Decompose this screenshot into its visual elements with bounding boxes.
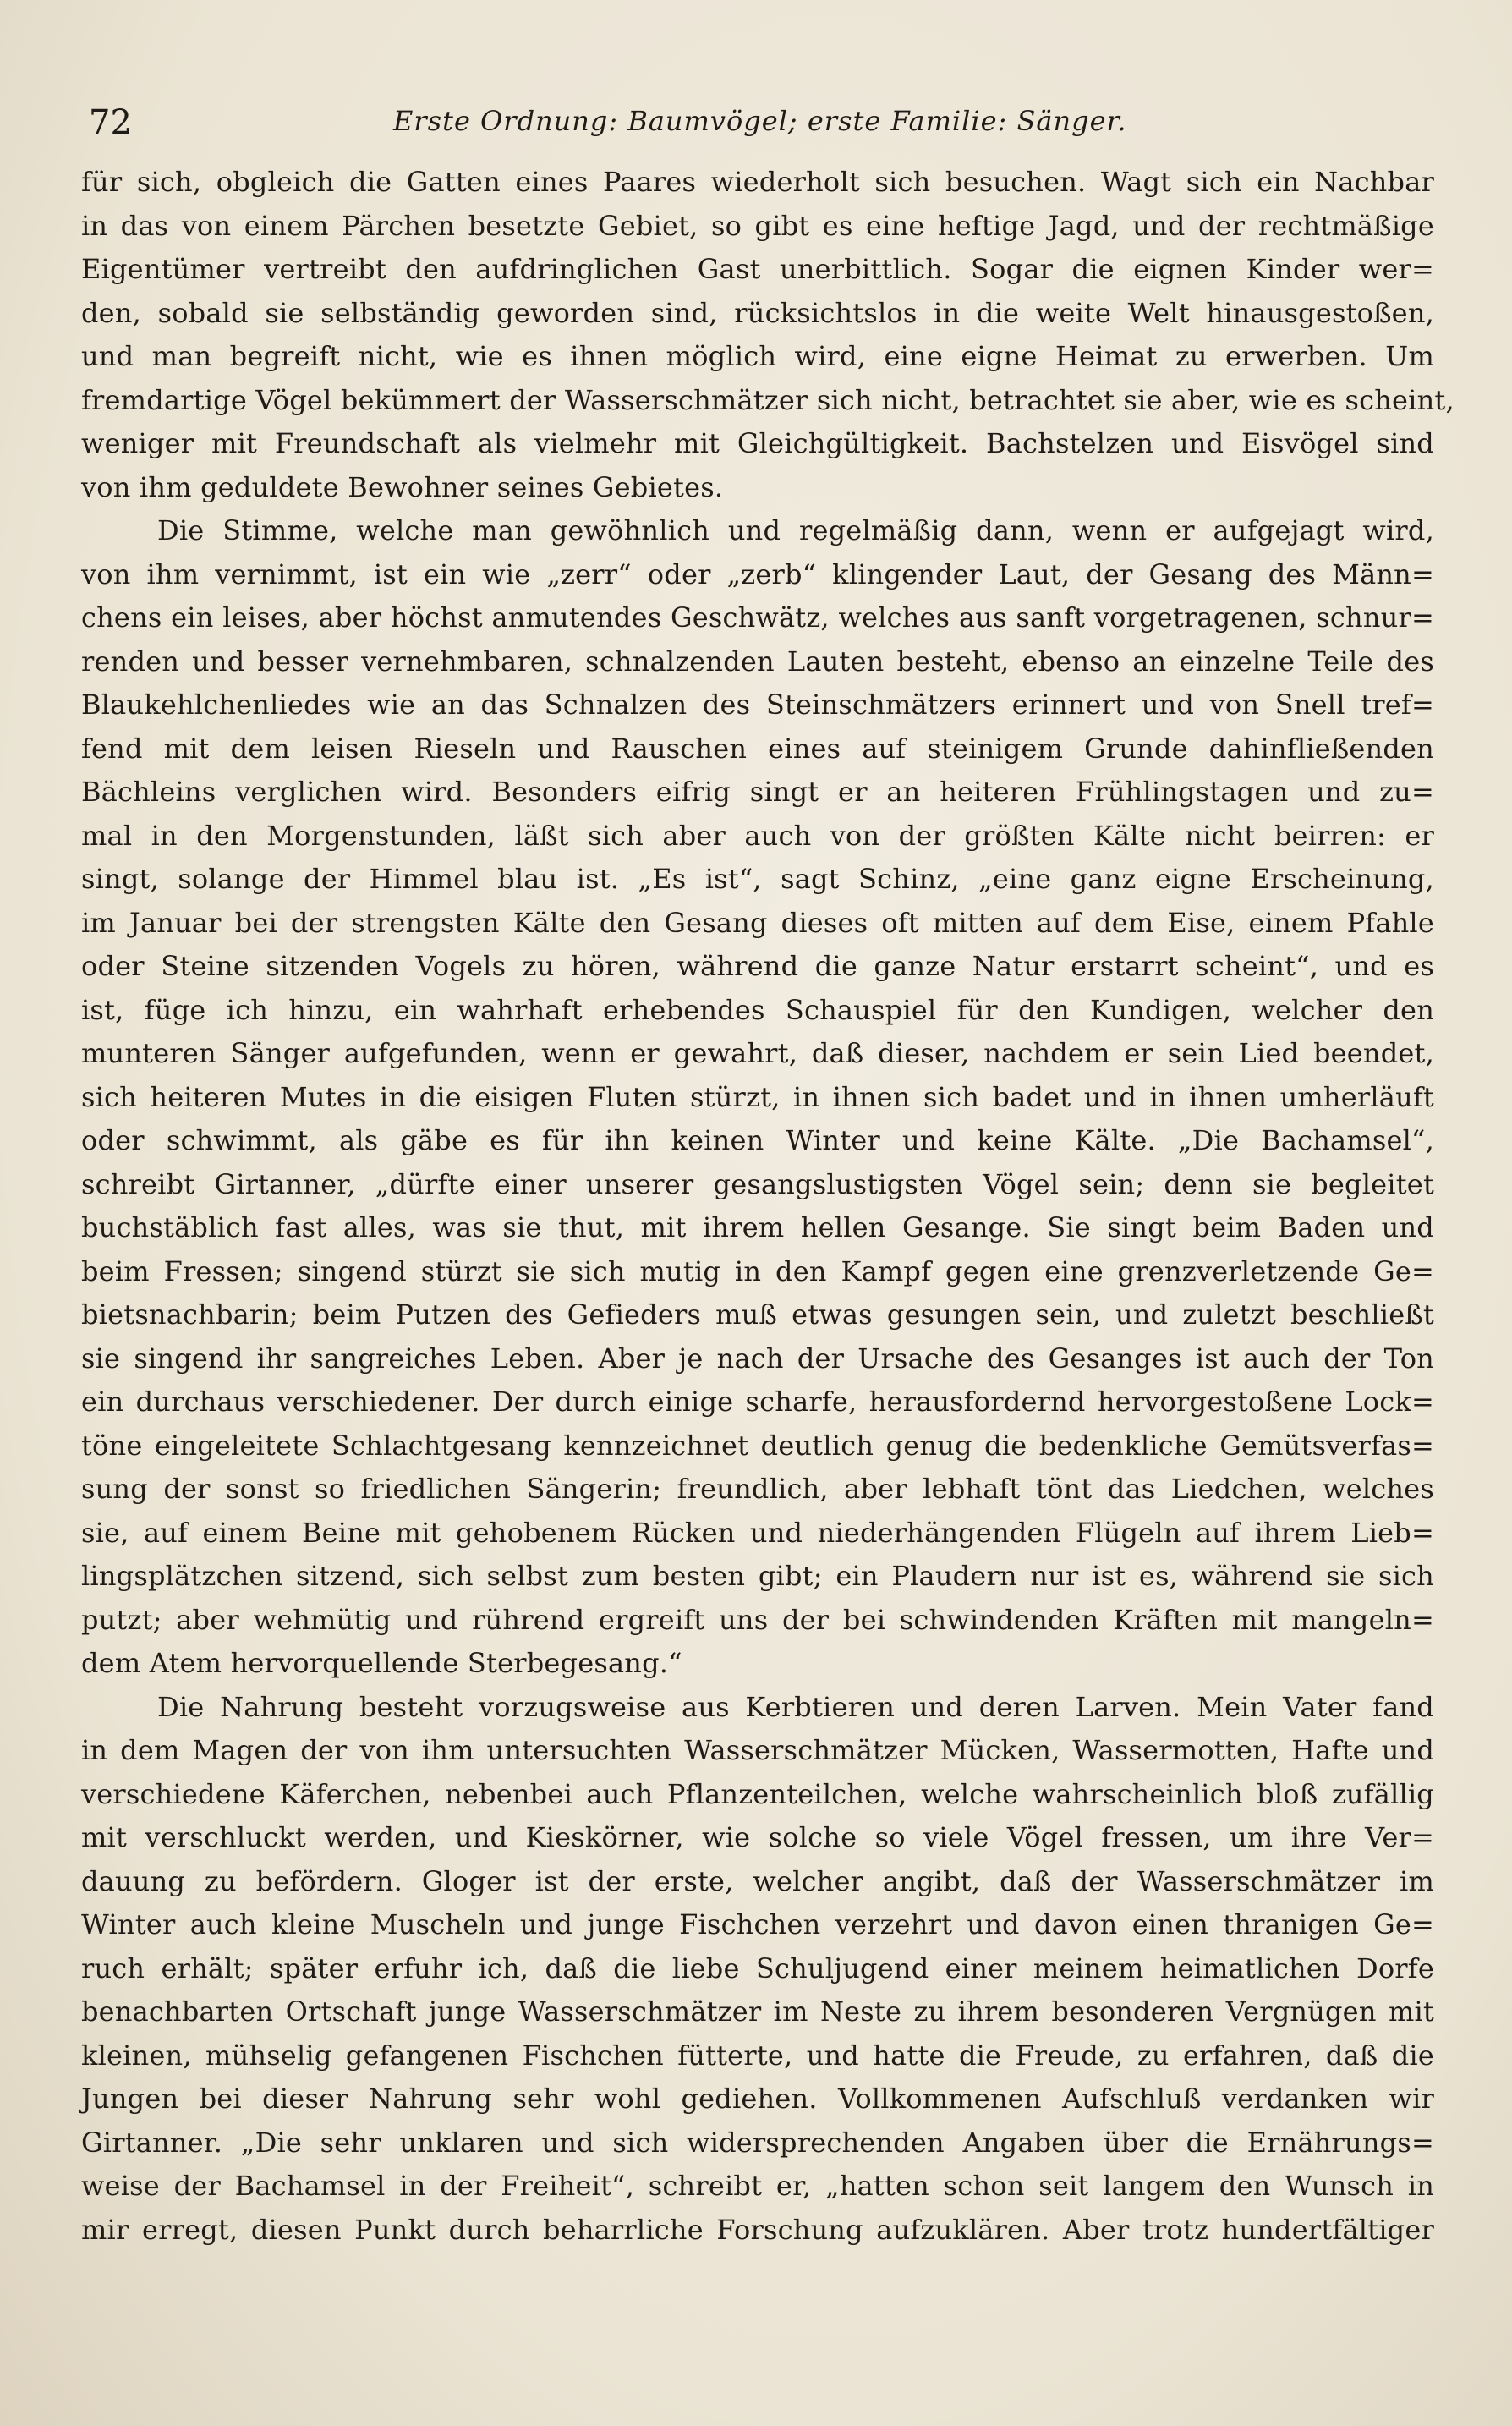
text-line: benachbarten Ortschaft junge Wasserschmätzer im Neste zu ihrem besonderen Vergnügen mit [81,1995,1434,2028]
text-line: sie, auf einem Beine mit gehobenem Rücken und niederhängenden Flügeln auf ihrem Lieb= [81,1516,1434,1549]
text-line: mal in den Morgenstunden, läßt sich aber auch von der größten Kälte nicht beirren: er [81,819,1434,852]
running-head: Erste Ordnung: Baumvögel; erste Familie: Sänger. [393,105,1127,137]
text-line: schreibt Girtanner, „dürfte einer unserer gesangslustigsten Vögel sein; denn sie begleitet [81,1167,1434,1200]
text-line: töne eingeleitete Schlachtgesang kennzeichnet deutlich genug die bedenkliche Gemütsverfas= [81,1429,1434,1462]
text-line: Bächleins verglichen wird. Besonders eifrig singt er an heiteren Frühlingstagen und zu= [81,776,1434,808]
text-line: verschiedene Käferchen, nebenbei auch Pflanzenteilchen, welche wahrscheinlich bloß zufällig [81,1777,1434,1810]
text-line: in dem Magen der von ihm untersuchten Wasserschmätzer Mücken, Wassermotten, Hafte und [81,1734,1434,1766]
text-line: fremdartige Vögel bekümmert der Wasserschmätzer sich nicht, betrachtet sie aber, wie es scheint, [81,383,1454,416]
text-line: sung der sonst so friedlichen Sängerin; freundlich, aber lebhaft tönt das Liedchen, welches [81,1473,1434,1505]
text-line: von ihm geduldete Bewohner seines Gebietes. [81,470,724,503]
text-line: von ihm vernimmt, ist ein wie „zerr“ oder „zerb“ klingender Laut, der Gesang des Männ= [81,557,1434,590]
page-number: 72 [89,103,132,142]
text-line: beim Fressen; singend stürzt sie sich mutig in den Kampf gegen eine grenzverletzende Ge= [81,1254,1434,1287]
text-line: ruch erhält; später erfuhr ich, daß die liebe Schuljugend einer meinem heimatlichen Dorfe [81,1951,1434,1984]
text-line: Jungen bei dieser Nahrung sehr wohl gediehen. Vollkommenen Aufschluß verdanken wir [81,2083,1434,2115]
text-line: und man begreift nicht, wie es ihnen möglich wird, eine eigne Heimat zu erwerben. Um [81,340,1434,372]
text-line: bietsnachbarin; beim Putzen des Gefieders muß etwas gesungen sein, und zuletzt beschließt [81,1298,1434,1331]
text-line: buchstäblich fast alles, was sie thut, mit ihrem hellen Gesange. Sie singt beim Baden und [81,1211,1434,1243]
text-line: dauung zu befördern. Gloger ist der erste, welcher angibt, daß der Wasserschmätzer im [81,1864,1434,1897]
text-line: oder Steine sitzenden Vogels zu hören, während die ganze Natur erstarrt scheint“, und es [81,950,1434,982]
text-line: renden und besser vernehmbaren, schnalzenden Lauten besteht, ebenso an einzelne Teile des [81,645,1434,678]
text-line: mit verschluckt werden, und Kieskörner, wie solche so viele Vögel fressen, um ihre Ver= [81,1821,1434,1853]
text-line: Girtanner. „Die sehr unklaren und sich widersprechenden Angaben über die Ernährungs= [81,2126,1434,2159]
body-text [81,161,1454,2252]
text-line: putzt; aber wehmütig und rührend ergreift uns der bei schwindenden Kräften mit mangeln= [81,1603,1434,1636]
page-header [89,95,1442,145]
text-line: ist, füge ich hinzu, ein wahrhaft erhebendes Schauspiel für den Kundigen, welcher den [81,993,1434,1026]
text-line: weniger mit Freundschaft als vielmehr mit Gleichgültigkeit. Bachstelzen und Eisvögel sind [81,427,1434,459]
text-line: lingsplätzchen sitzend, sich selbst zum besten gibt; ein Plaudern nur ist es, während sie sich [81,1560,1434,1592]
text-line: mir erregt, diesen Punkt durch beharrliche Forschung aufzuklären. Aber trotz hundertfältiger [81,2213,1434,2246]
text-line: weise der Bachamsel in der Freiheit“, schreibt er, „hatten schon seit langem den Wunsch in [81,2170,1434,2202]
text-line: im Januar bei der strengsten Kälte den Gesang dieses oft mitten auf dem Eise, einem Pfahle [81,906,1434,939]
text-line: Eigentümer vertreibt den aufdringlichen Gast unerbittlich. Sogar die eignen Kinder wer= [81,253,1434,285]
text-line: in das von einem Pärchen besetzte Gebiet, so gibt es eine heftige Jagd, und der rechtmäßige [81,209,1434,242]
text-line: chens ein leises, aber höchst anmutendes Geschwätz, welches aus sanft vorgetragenen, schnur= [81,601,1434,634]
text-line: dem Atem hervorquellende Sterbegesang.“ [81,1647,682,1679]
text-line: fend mit dem leisen Rieseln und Rauschen eines auf steinigem Grunde dahinfließenden [81,732,1434,765]
text-line: Winter auch kleine Muscheln und junge Fischchen verzehrt und davon einen thranigen Ge= [81,1908,1434,1940]
text-line: Die Stimme, welche man gewöhnlich und regelmäßig dann, wenn er aufgejagt wird, [157,514,1434,546]
text-line: oder schwimmt, als gäbe es für ihn keinen Winter und keine Kälte. „Die Bachamsel“, [81,1124,1434,1156]
text-line: sich heiteren Mutes in die eisigen Fluten stürzt, in ihnen sich badet und in ihnen umherläuft [81,1080,1434,1113]
text-line: munteren Sänger aufgefunden, wenn er gewahrt, daß dieser, nachdem er sein Lied beendet, [81,1037,1434,1069]
text-line: sie singend ihr sangreiches Leben. Aber je nach der Ursache des Gesanges ist auch der Ton [81,1342,1434,1375]
text-line: für sich, obgleich die Gatten eines Paares wiederholt sich besuchen. Wagt sich ein Nachbar [81,166,1434,198]
text-line: ein durchaus verschiedener. Der durch einige scharfe, herausfordernd hervorgestoßene Lock= [81,1386,1434,1418]
text-line: Die Nahrung besteht vorzugsweise aus Kerbtieren und deren Larven. Mein Vater fand [157,1690,1434,1723]
text-line: Blaukehlchenliedes wie an das Schnalzen des Steinschmätzers erinnert und von Snell tref= [81,689,1434,721]
text-line: den, sobald sie selbständig geworden sind, rücksichtslos in die weite Welt hinausgestoßen, [81,296,1434,329]
text-line: singt, solange der Himmel blau ist. „Es ist“, sagt Schinz, „eine ganz eigne Erscheinung, [81,863,1434,895]
text-line: kleinen, mühselig gefangenen Fischchen fütterte, und hatte die Freude, zu erfahren, daß die [81,2039,1434,2072]
